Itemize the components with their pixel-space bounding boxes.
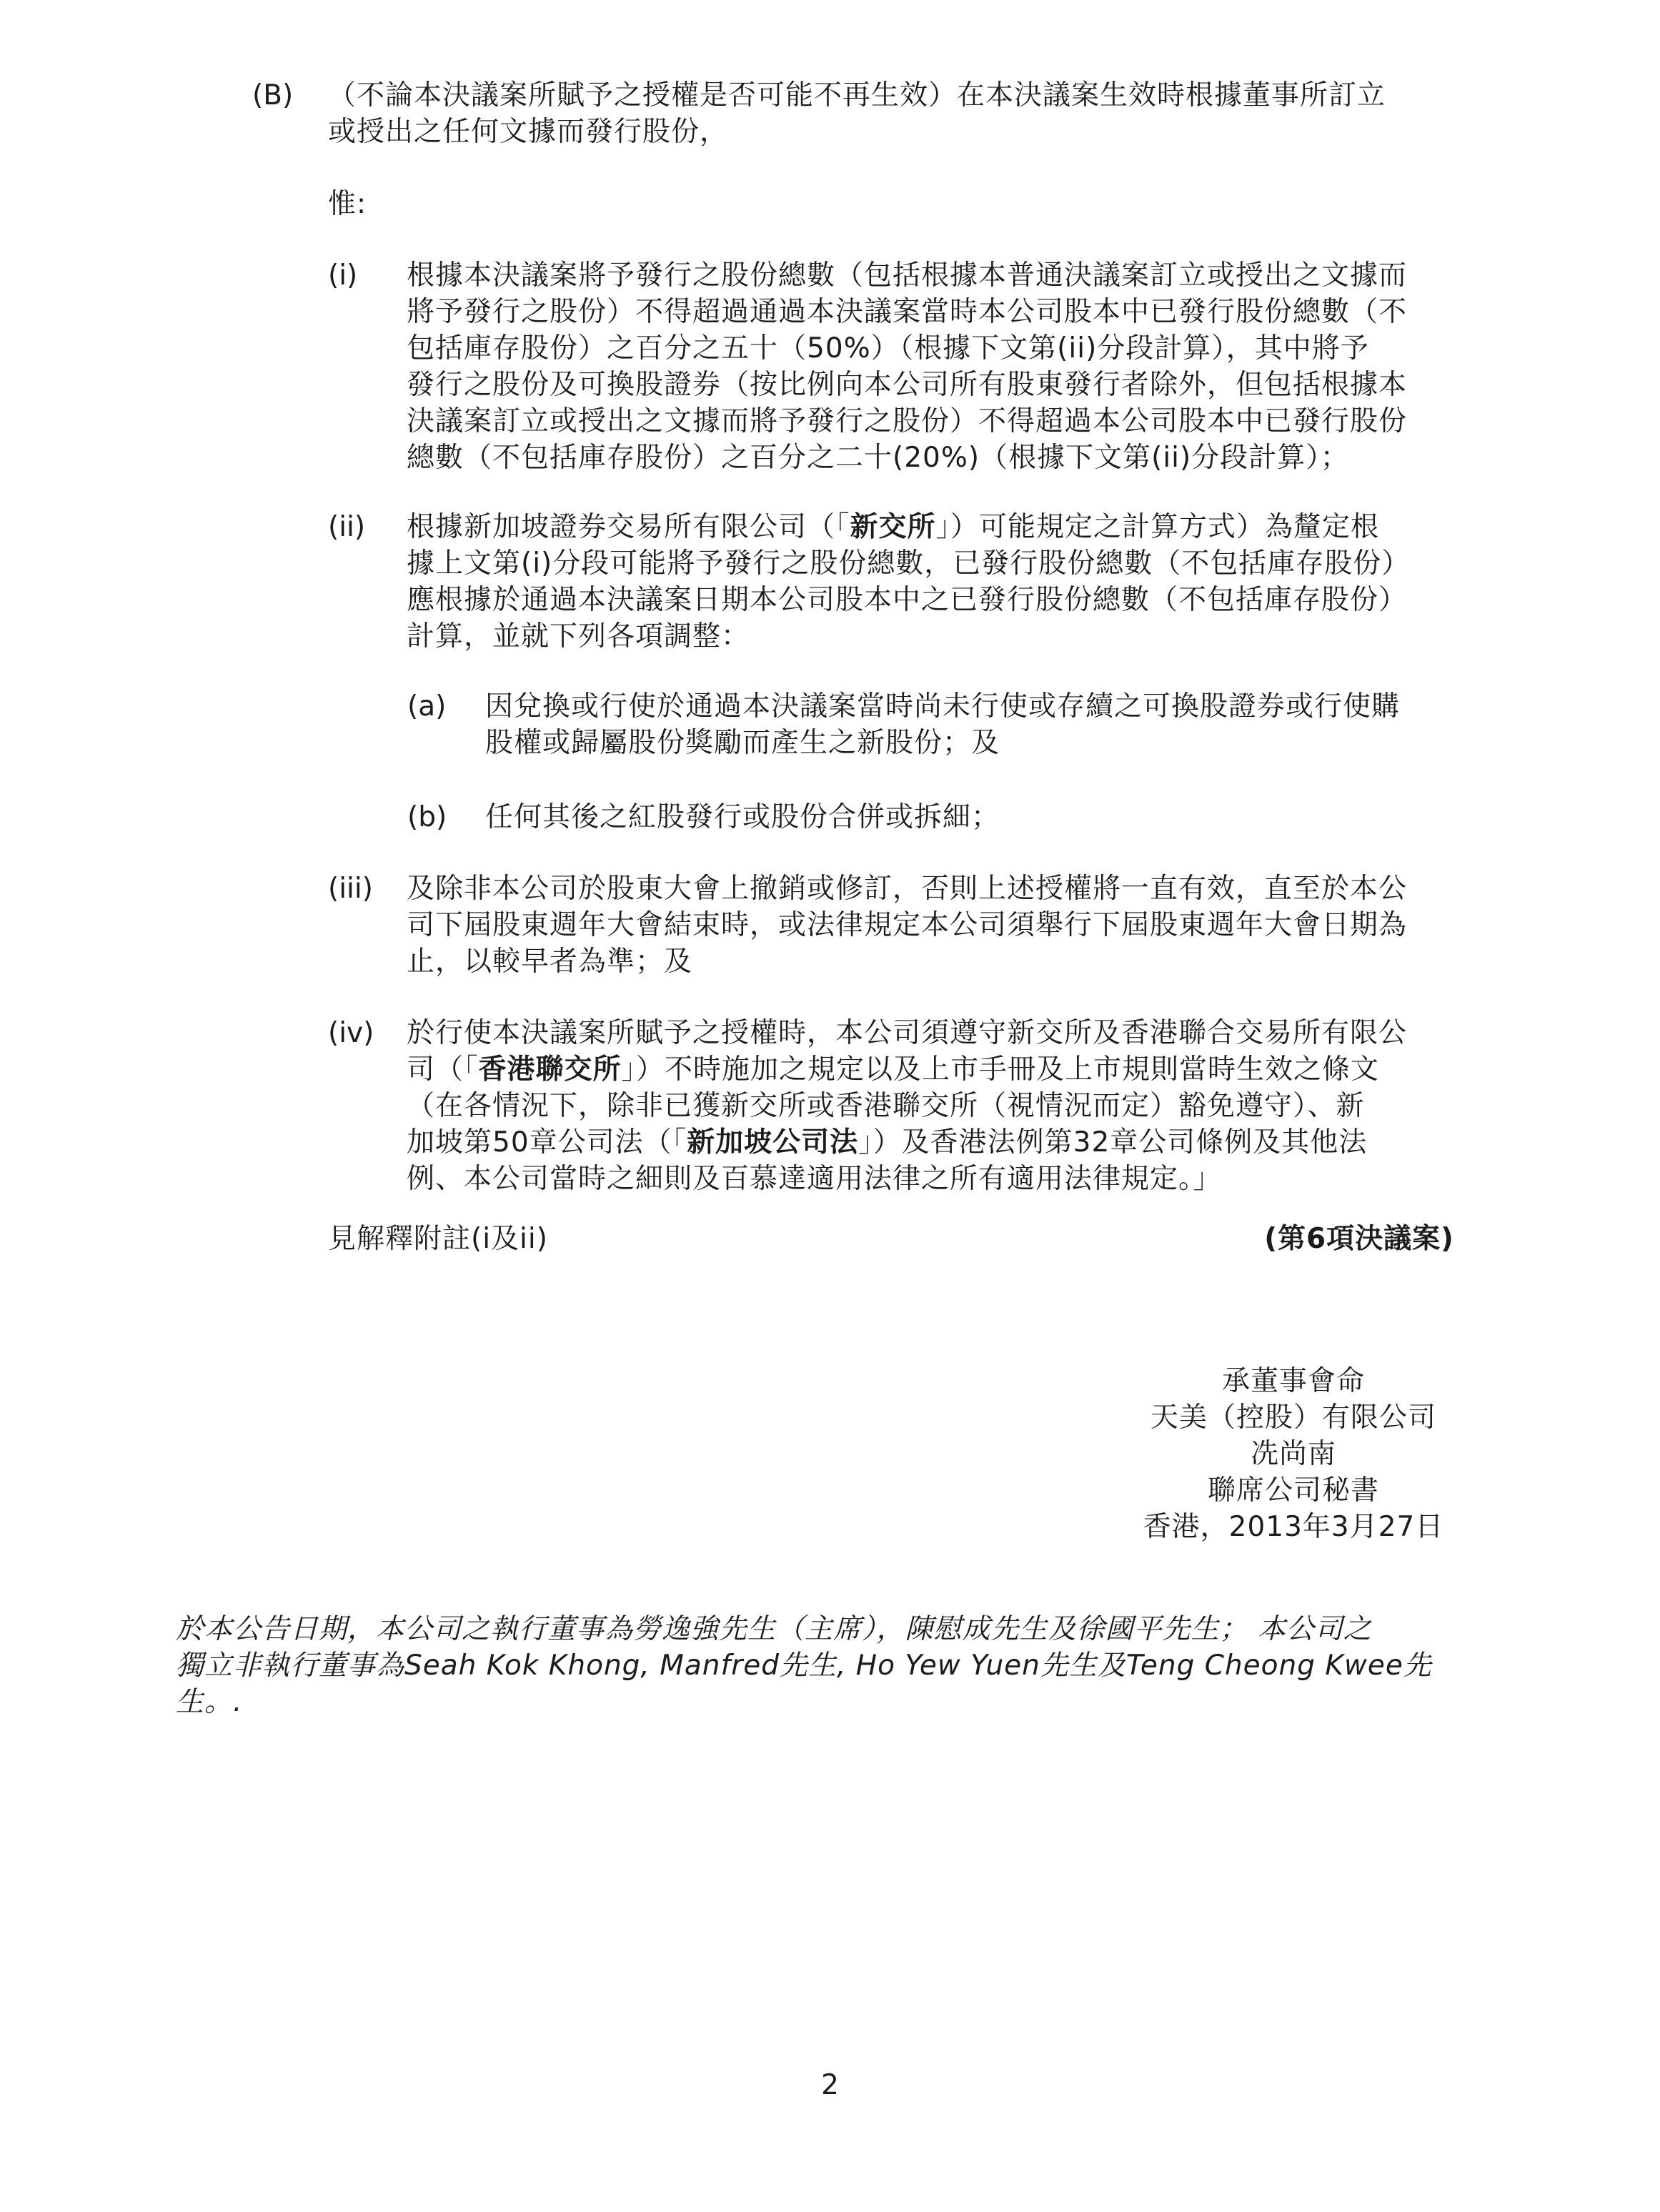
item-ii-line: 據上文第(i)分段可能將予發行之股份總數，已發行股份總數（不包括庫存股份） (407, 547, 1411, 580)
item-ii-line: 應根據於通過本決議案日期本公司股本中之已發行股份總數（不包括庫存股份） (407, 584, 1408, 616)
hkex-defined-term: 香港聯交所 (478, 1053, 622, 1086)
resolution-reference-text: (第6項決議案) (1264, 1223, 1454, 1255)
item-i-text (407, 257, 1407, 476)
resolution-reference (1264, 1221, 1454, 1257)
item-iii-line: 及除非本公司於股東大會上撤銷或修訂，否則上述授權將一直有效，直至於本公 (407, 873, 1408, 905)
item-iv-label: (iv) (328, 1017, 374, 1049)
board-composition-footer (176, 1611, 1432, 1720)
page-number: 2 (821, 2069, 839, 2101)
item-i-line: 將予發行之股份）不得超過通過本決議案當時本公司股本中已發行股份總數（不 (407, 296, 1408, 328)
clause-b-line: 或授出之任何文據而發行股份， (328, 116, 729, 148)
provided-that: 惟: (328, 188, 367, 220)
item-iii-line: 止，以較早者為準；及 (407, 946, 693, 978)
clause-b-line: （不論本決議案所賦予之授權是否可能不再生效）在本決議案生效時根據董事所訂立 (328, 79, 1386, 111)
clause-b-label: (B) (252, 79, 294, 111)
item-i-line: 包括庫存股份）之百分之五十（50%）（根據下文第(ii)分段計算），其中將予 (407, 332, 1369, 364)
subitem-b-text (485, 799, 1000, 835)
item-i-label: (i) (328, 259, 358, 292)
footer-line: 獨立非執行董事為Seah Kok Khong, Manfred先生, Ho Yew Yuen先生及Teng Cheong Kwee先 (176, 1650, 1432, 1682)
item-iv-line-post: 」）不時施加之規定以及上市手冊及上市規則當時生效之條文 (621, 1053, 1380, 1086)
item-ii-line-post: 」）可能規定之計算方式）為釐定根 (935, 511, 1380, 543)
item-iii-label: (iii) (328, 873, 373, 905)
singapore-companies-act-term: 新加坡公司法 (687, 1126, 859, 1159)
subitem-a-line: 因兌換或行使於通過本決議案當時尚未行使或存續之可換股證券或行使購 (485, 690, 1401, 723)
item-iv-line: 於行使本決議案所賦予之授權時，本公司須遵守新交所及香港聯合交易所有限公 (407, 1017, 1408, 1049)
item-iii-text (407, 871, 1407, 980)
item-ii-text (407, 509, 1410, 655)
subitem-a-label: (a) (407, 690, 447, 723)
signature-line-by-order: 承董事會命 (1221, 1365, 1365, 1397)
subitem-b-line: 任何其後之紅股發行或股份合併或拆細； (485, 801, 1000, 833)
item-iv-line (407, 1051, 1407, 1088)
subitem-a-text (485, 688, 1400, 761)
subitem-b-label: (b) (407, 801, 447, 833)
item-ii-line (407, 509, 1410, 545)
signature-block (1129, 1363, 1458, 1545)
item-ii-line: 計算，並就下列各項調整： (407, 620, 750, 653)
item-iv-text (407, 1015, 1407, 1197)
footer-line: 於本公告日期，本公司之執行董事為勞逸強先生（主席），陳慰成先生及徐國平先生； 本公司之 (176, 1613, 1372, 1645)
item-ii-label: (ii) (328, 511, 366, 543)
signature-line-place-date: 香港，2013年3月27日 (1143, 1511, 1444, 1543)
clause-b-text (328, 77, 1386, 150)
item-ii-line-pre: 根據新加坡證券交易所有限公司（「 (407, 511, 850, 543)
signature-line-name: 冼尚南 (1250, 1438, 1336, 1470)
item-i-line: 決議案訂立或授出之文據而將予發行之股份）不得超過本公司股本中已發行股份 (407, 405, 1408, 437)
item-iv-line-post: 」）及香港法例第32章公司條例及其他法 (858, 1126, 1368, 1159)
item-iii-line: 司下屆股東週年大會結束時，或法律規定本公司須舉行下屆股東週年大會日期為 (407, 909, 1408, 941)
notes-reference: 見解釋附註(i及ii) (328, 1223, 548, 1255)
signature-line-title: 聯席公司秘書 (1207, 1474, 1379, 1507)
item-i-line: 根據本決議案將予發行之股份總數（包括根據本普通決議案訂立或授出之文據而 (407, 259, 1408, 292)
item-iv-line: 例、本公司當時之細則及百慕達適用法律之所有適用法律規定。」 (407, 1163, 1222, 1195)
signature-line-company: 天美（控股）有限公司 (1150, 1402, 1436, 1434)
item-iv-line-pre: 加坡第50章公司法（「 (407, 1126, 687, 1159)
subitem-a-line: 股權或歸屬股份獎勵而產生之新股份；及 (485, 727, 1000, 759)
item-i-line: 發行之股份及可換股證券（按比例向本公司所有股東發行者除外，但包括根據本 (407, 369, 1408, 401)
footer-line: 生。. (176, 1686, 243, 1718)
item-iv-line (407, 1124, 1407, 1161)
item-iv-line-pre: 司（「 (407, 1053, 479, 1086)
item-i-line: 總數（不包括庫存股份）之百分之二十(20%)（根據下文第(ii)分段計算）； (407, 442, 1349, 474)
item-iv-line: （在各情況下，除非已獲新交所或香港聯交所（視情況而定）豁免遵守）、新 (407, 1090, 1365, 1122)
sgx-defined-term: 新交所 (850, 511, 936, 543)
